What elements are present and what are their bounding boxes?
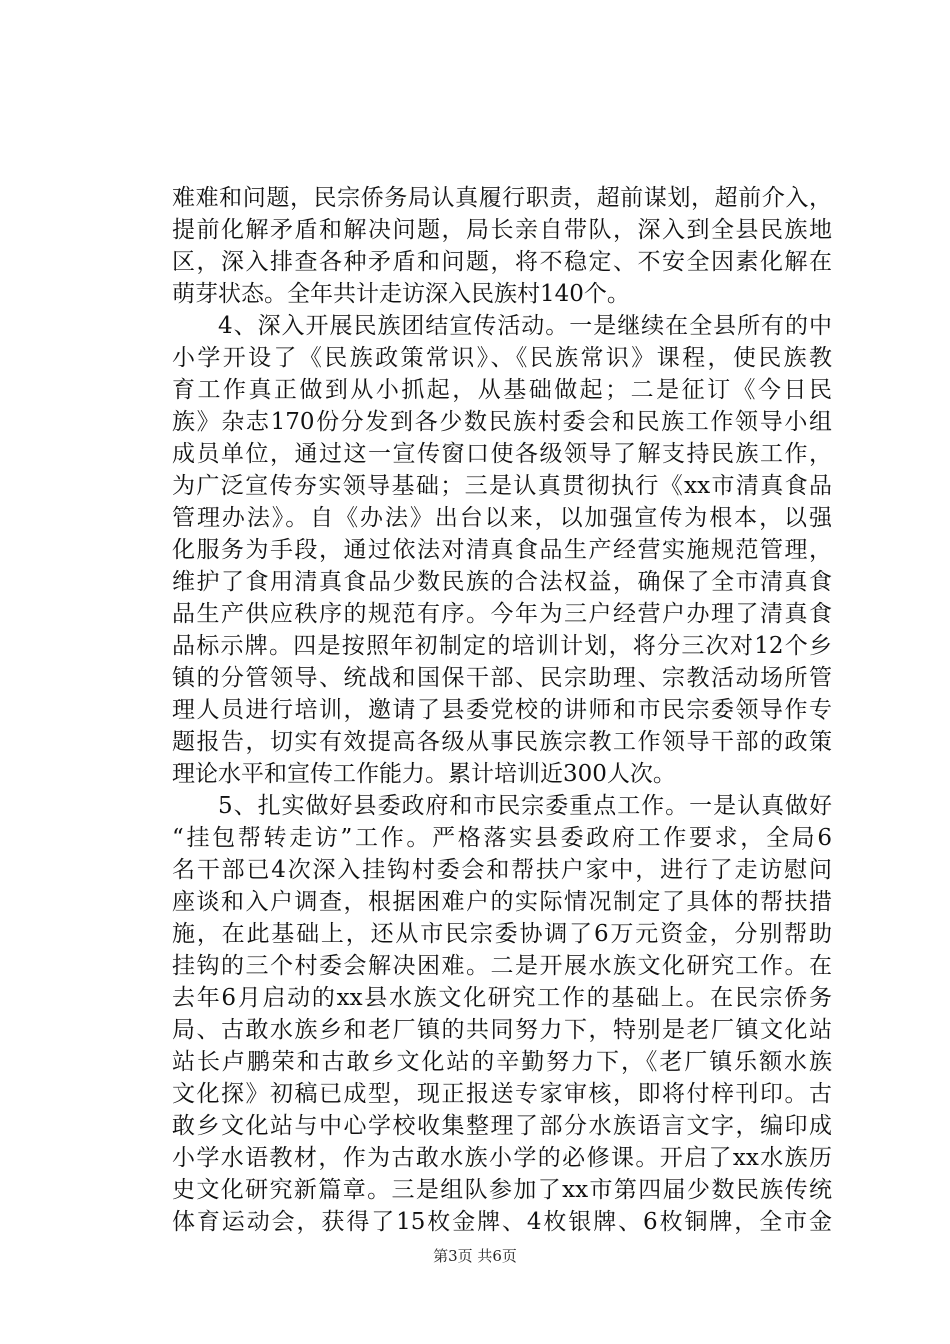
text-line: 区，深入排查各种矛盾和问题，将不稳定、不安全因素化解在 [172,249,832,275]
text-line: 5、扎实做好县委政府和市民宗委重点工作。一是认真做好 [218,793,832,819]
text-line: 站长卢鹏荣和古敢乡文化站的辛勤努力下，《老厂镇乐额水族 [172,1049,832,1075]
text-line: “挂包帮转走访”工作。严格落实县委政府工作要求，全局6 [172,825,832,851]
text-line: 镇的分管领导、统战和国保干部、民宗助理、宗教活动场所管 [172,665,832,691]
text-line: 育工作真正做到从小抓起，从基础做起；二是征订《今日民 [172,377,832,403]
text-line: 挂钩的三个村委会解决困难。二是开展水族文化研究工作。在 [172,953,832,979]
text-line: 萌芽状态。全年共计走访深入民族村140个。 [172,281,630,307]
page-footer: 第3页 共6页 [433,1247,517,1265]
text-line: 小学水语教材，作为古敢水族小学的必修课。开启了xx水族历 [172,1145,832,1171]
text-line: 化服务为手段，通过依法对清真食品生产经营实施规范管理， [172,537,832,563]
text-line: 品标示牌。四是按照年初制定的培训计划，将分三次对12个乡 [172,633,832,659]
text-line: 4、深入开展民族团结宣传活动。一是继续在全县所有的中 [218,313,832,339]
text-line: 体育运动会，获得了15枚金牌、4枚银牌、6枚铜牌，全市金 [172,1209,832,1235]
text-line: 题报告，切实有效提高各级从事民族宗教工作领导干部的政策 [172,729,832,755]
text-line: 管理办法》。自《办法》出台以来，以加强宣传为根本，以强 [172,505,832,531]
text-line: 去年6月启动的xx县水族文化研究工作的基础上。在民宗侨务 [172,985,832,1011]
text-line: 维护了食用清真食品少数民族的合法权益，确保了全市清真食 [172,569,832,595]
text-line: 敢乡文化站与中心学校收集整理了部分水族语言文字，编印成 [172,1113,832,1139]
text-line: 小学开设了《民族政策常识》、《民族常识》课程，使民族教 [172,345,832,371]
text-line: 难难和问题，民宗侨务局认真履行职责，超前谋划，超前介入， [172,185,832,211]
text-line: 理人员进行培训，邀请了县委党校的讲师和市民宗委领导作专 [172,697,832,723]
text-line: 文化探》初稿已成型，现正报送专家审核，即将付梓刊印。古 [172,1081,832,1107]
text-line: 局、古敢水族乡和老厂镇的共同努力下，特别是老厂镇文化站 [172,1017,832,1043]
text-line: 成员单位，通过这一宣传窗口使各级领导了解支持民族工作， [172,441,832,467]
text-line: 理论水平和宣传工作能力。累计培训近300人次。 [172,761,676,787]
text-line: 品生产供应秩序的规范有序。今年为三户经营户办理了清真食 [172,601,832,627]
text-line: 提前化解矛盾和解决问题，局长亲自带队，深入到全县民族地 [172,217,832,243]
text-line: 族》杂志170份分发到各少数民族村委会和民族工作领导小组 [172,409,832,435]
text-line: 名干部已4次深入挂钩村委会和帮扶户家中，进行了走访慰问 [172,857,832,883]
text-line: 为广泛宣传夯实领导基础；三是认真贯彻执行《xx市清真食品 [172,473,832,499]
body-text [172,182,832,1238]
text-line: 施，在此基础上，还从市民宗委协调了6万元资金，分别帮助 [172,921,832,947]
text-line: 史文化研究新篇章。三是组队参加了xx市第四届少数民族传统 [172,1177,832,1203]
text-line: 座谈和入户调查，根据困难户的实际情况制定了具体的帮扶措 [172,889,832,915]
